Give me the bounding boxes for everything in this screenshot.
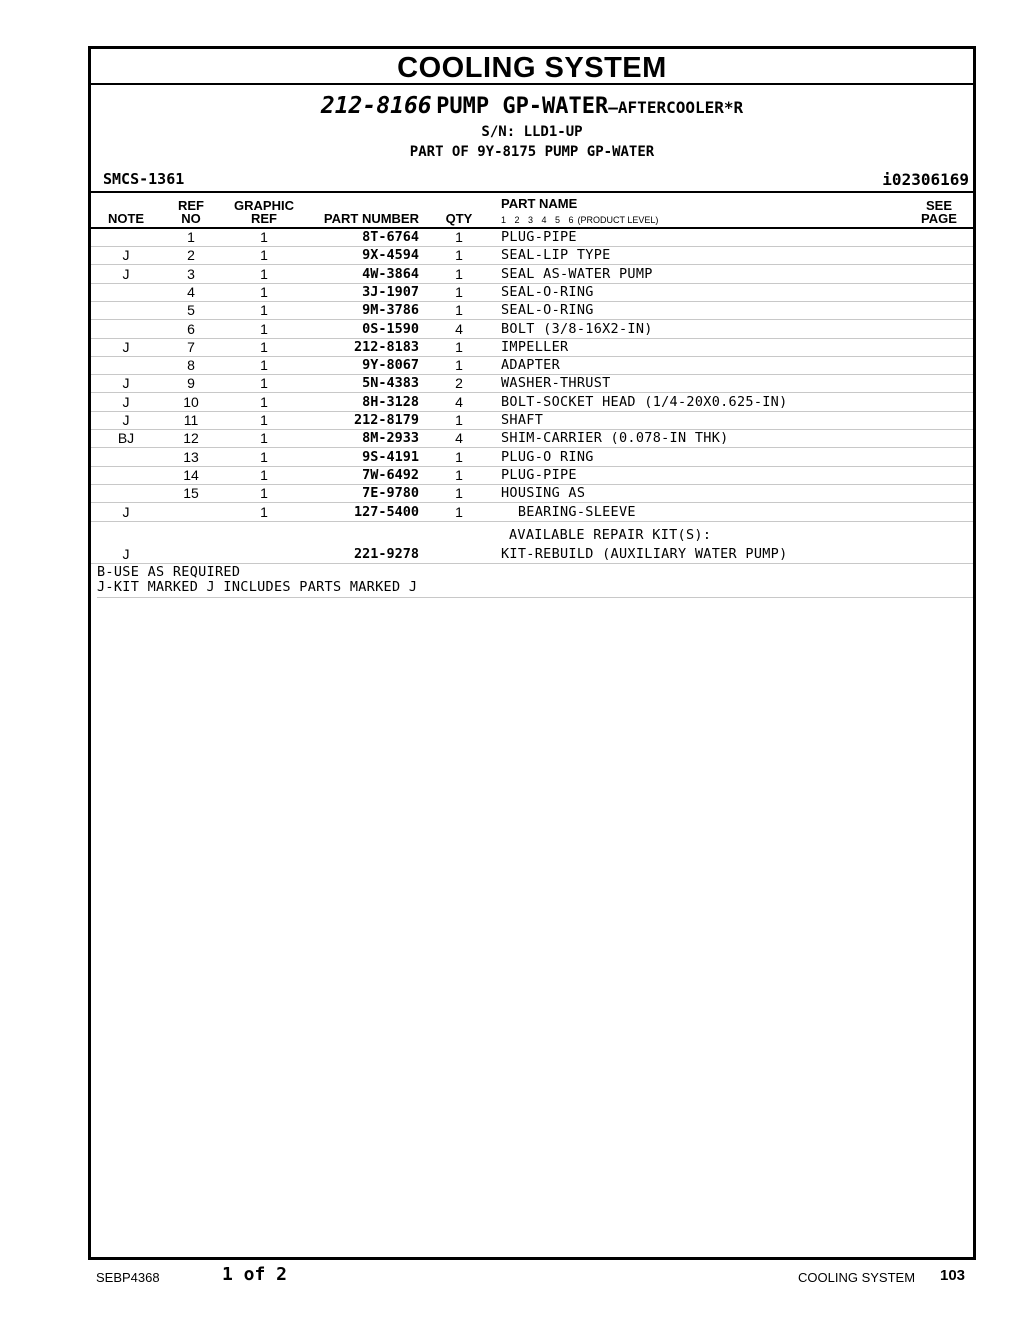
col-qty: QTY <box>445 211 473 226</box>
ref-no-cell: 5 <box>187 302 195 319</box>
part-number-cell: 8H-3128 <box>362 393 419 410</box>
part-number-cell: 9X-4594 <box>362 247 419 264</box>
part-name-cell: BOLT-SOCKET HEAD (1/4-20X0.625-IN) <box>501 393 788 410</box>
ref-no-cell: 9 <box>187 375 195 392</box>
table-row <box>91 356 973 375</box>
table-row <box>91 545 973 564</box>
page-of: 1 of 2 <box>222 1264 288 1285</box>
col-graphic-top: GRAPHIC <box>234 198 294 213</box>
table-row <box>91 228 973 247</box>
qty-cell: 4 <box>455 430 463 447</box>
col-graphic-bottom: REF <box>251 211 277 226</box>
part-name-cell: SHAFT <box>501 412 544 428</box>
col-see-bottom: PAGE <box>921 211 957 226</box>
ref-no-cell: 3 <box>187 265 195 282</box>
part-number-cell: 5N-4383 <box>362 375 419 392</box>
ref-no-cell: 1 <box>187 229 195 245</box>
col-see-top: SEE <box>925 198 952 213</box>
part-name-cell: WASHER-THRUST <box>501 375 611 392</box>
notes-block <box>97 565 973 598</box>
footer-section: COOLING SYSTEM <box>798 1270 916 1285</box>
graphic-ref-cell: 1 <box>260 466 268 483</box>
graphic-ref-cell: 1 <box>260 357 268 374</box>
qty-cell: 2 <box>455 375 463 392</box>
note-cell: J <box>122 338 130 355</box>
part-name-cell: PLUG-O RING <box>501 448 594 465</box>
group-heading <box>91 93 973 119</box>
part-name-cell: SEAL-O-RING <box>501 302 594 319</box>
ref-no-cell: 10 <box>183 393 199 410</box>
serial-range: S/N: LLD1-UP <box>481 124 583 140</box>
kit-heading: AVAILABLE REPAIR KIT(S): <box>509 527 712 543</box>
graphic-ref-cell: 1 <box>260 393 268 410</box>
ref-no-cell: 12 <box>183 430 199 447</box>
part-number-cell: 127-5400 <box>353 503 419 520</box>
note-cell: BJ <box>117 430 135 447</box>
illustration-id: i02306169 <box>882 170 969 189</box>
qty-cell: 1 <box>455 466 463 483</box>
table-row <box>91 393 973 412</box>
table-row <box>91 374 973 393</box>
publication-number: SEBP4368 <box>96 1270 160 1285</box>
part-name-cell: SEAL AS-WATER PUMP <box>501 265 653 282</box>
graphic-ref-cell: 1 <box>260 265 268 282</box>
ref-no-cell: 2 <box>187 247 195 264</box>
qty-cell: 1 <box>455 503 463 520</box>
part-number-cell: 212-8183 <box>353 338 419 355</box>
part-name-cell: ADAPTER <box>501 357 560 374</box>
part-name-cell: SEAL-LIP TYPE <box>501 247 611 264</box>
table-row <box>91 503 973 522</box>
qty-cell: 1 <box>455 485 463 502</box>
graphic-ref-cell: 1 <box>260 375 268 392</box>
table-row <box>91 448 973 467</box>
table-row <box>91 338 973 357</box>
col-note: NOTE <box>107 211 145 226</box>
col-ref <box>171 199 211 225</box>
ref-no-cell: 4 <box>187 283 195 300</box>
col-part-number: PART NUMBER <box>323 211 419 226</box>
table-row <box>91 484 973 503</box>
section-title: COOLING SYSTEM <box>91 49 973 85</box>
graphic-ref-cell: 1 <box>260 229 268 245</box>
qty-cell: 4 <box>455 320 463 337</box>
table-row <box>91 466 973 485</box>
table-row <box>91 411 973 430</box>
note-cell: J <box>122 265 130 282</box>
part-number-cell: 212-8179 <box>353 412 419 428</box>
note-cell: J <box>122 503 130 520</box>
ref-no-cell: 15 <box>183 485 199 502</box>
table-row <box>91 283 973 302</box>
ref-no-cell: 6 <box>187 320 195 337</box>
part-name-cell: KIT-REBUILD (AUXILIARY WATER PUMP) <box>501 546 788 562</box>
part-number-cell: 9Y-8067 <box>362 357 419 374</box>
group-part-number: 212-8166 <box>320 93 432 119</box>
col-ref-bottom: NO <box>181 211 201 226</box>
graphic-ref-cell: 1 <box>260 338 268 355</box>
ref-no-cell: 14 <box>183 466 199 483</box>
graphic-ref-cell: 1 <box>260 430 268 447</box>
qty-cell: 1 <box>455 247 463 264</box>
part-number-cell: 9S-4191 <box>362 448 419 465</box>
qty-cell: 1 <box>455 283 463 300</box>
note-cell: J <box>122 546 130 562</box>
note-line: J-KIT MARKED J INCLUDES PARTS MARKED J <box>97 579 418 595</box>
product-levels <box>501 215 658 225</box>
graphic-ref-cell: 1 <box>260 503 268 520</box>
table-row <box>91 320 973 339</box>
qty-cell: 4 <box>455 393 463 410</box>
qty-cell: 1 <box>455 265 463 282</box>
part-number-cell: 3J-1907 <box>362 283 419 300</box>
part-name-cell: HOUSING AS <box>501 485 586 502</box>
product-level-label: (PRODUCT LEVEL) <box>577 215 659 225</box>
qty-cell: 1 <box>455 357 463 374</box>
graphic-ref-cell: 1 <box>260 412 268 428</box>
table-row <box>91 246 973 265</box>
col-see-page <box>911 199 967 225</box>
qty-cell: 1 <box>455 338 463 355</box>
qty-cell: 1 <box>455 448 463 465</box>
note-cell: J <box>122 375 130 392</box>
part-number-cell: 9M-3786 <box>362 302 419 319</box>
page-number: 103 <box>940 1267 966 1284</box>
ref-no-cell: 8 <box>187 357 195 374</box>
part-name-cell: SEAL-O-RING <box>501 283 594 300</box>
part-number-cell: 7E-9780 <box>362 485 419 502</box>
table-row <box>91 429 973 448</box>
part-number-cell: 0S-1590 <box>362 320 419 337</box>
part-name-cell: SHIM-CARRIER (0.078-IN THK) <box>501 430 729 447</box>
graphic-ref-cell: 1 <box>260 247 268 264</box>
col-graphic-ref <box>227 199 301 225</box>
smcs-code: SMCS-1361 <box>103 170 185 188</box>
qty-cell: 1 <box>455 412 463 428</box>
graphic-ref-cell: 1 <box>260 320 268 337</box>
col-part-name: PART NAME <box>501 196 578 211</box>
ref-no-cell: 7 <box>187 338 195 355</box>
part-number-cell: 7W-6492 <box>362 466 419 483</box>
table-row <box>91 301 973 320</box>
group-name: PUMP GP-WATER <box>436 94 609 119</box>
note-line: B-USE AS REQUIRED <box>97 564 241 580</box>
part-of-line: PART OF 9Y-8175 PUMP GP-WATER <box>409 144 655 160</box>
part-number-cell: 4W-3864 <box>362 265 419 282</box>
graphic-ref-cell: 1 <box>260 302 268 319</box>
graphic-ref-cell: 1 <box>260 448 268 465</box>
graphic-ref-cell: 1 <box>260 485 268 502</box>
part-name-cell: PLUG-PIPE <box>501 229 577 245</box>
group-suffix: —AFTERCOOLER*R <box>608 98 744 117</box>
graphic-ref-cell: 1 <box>260 283 268 300</box>
part-name-cell: IMPELLER <box>501 338 569 355</box>
qty-cell: 1 <box>455 302 463 319</box>
part-number-cell: 8T-6764 <box>362 229 419 245</box>
ref-no-cell: 11 <box>183 412 199 428</box>
table-row <box>91 265 973 284</box>
page-frame <box>88 46 976 1260</box>
note-cell: J <box>122 247 130 264</box>
part-number-cell: 221-9278 <box>353 546 419 562</box>
part-name-cell: BOLT (3/8-16X2-IN) <box>501 320 653 337</box>
product-level-numbers: 1 2 3 4 5 6 <box>501 215 574 225</box>
col-ref-top: REF <box>178 198 204 213</box>
header-divider <box>91 191 973 193</box>
qty-cell: 1 <box>455 229 463 245</box>
note-cell: J <box>122 412 130 428</box>
part-name-cell: BEARING-SLEEVE <box>501 503 636 520</box>
part-number-cell: 8M-2933 <box>362 430 419 447</box>
ref-no-cell: 13 <box>183 448 199 465</box>
note-cell: J <box>122 393 130 410</box>
part-name-cell: PLUG-PIPE <box>501 466 577 483</box>
